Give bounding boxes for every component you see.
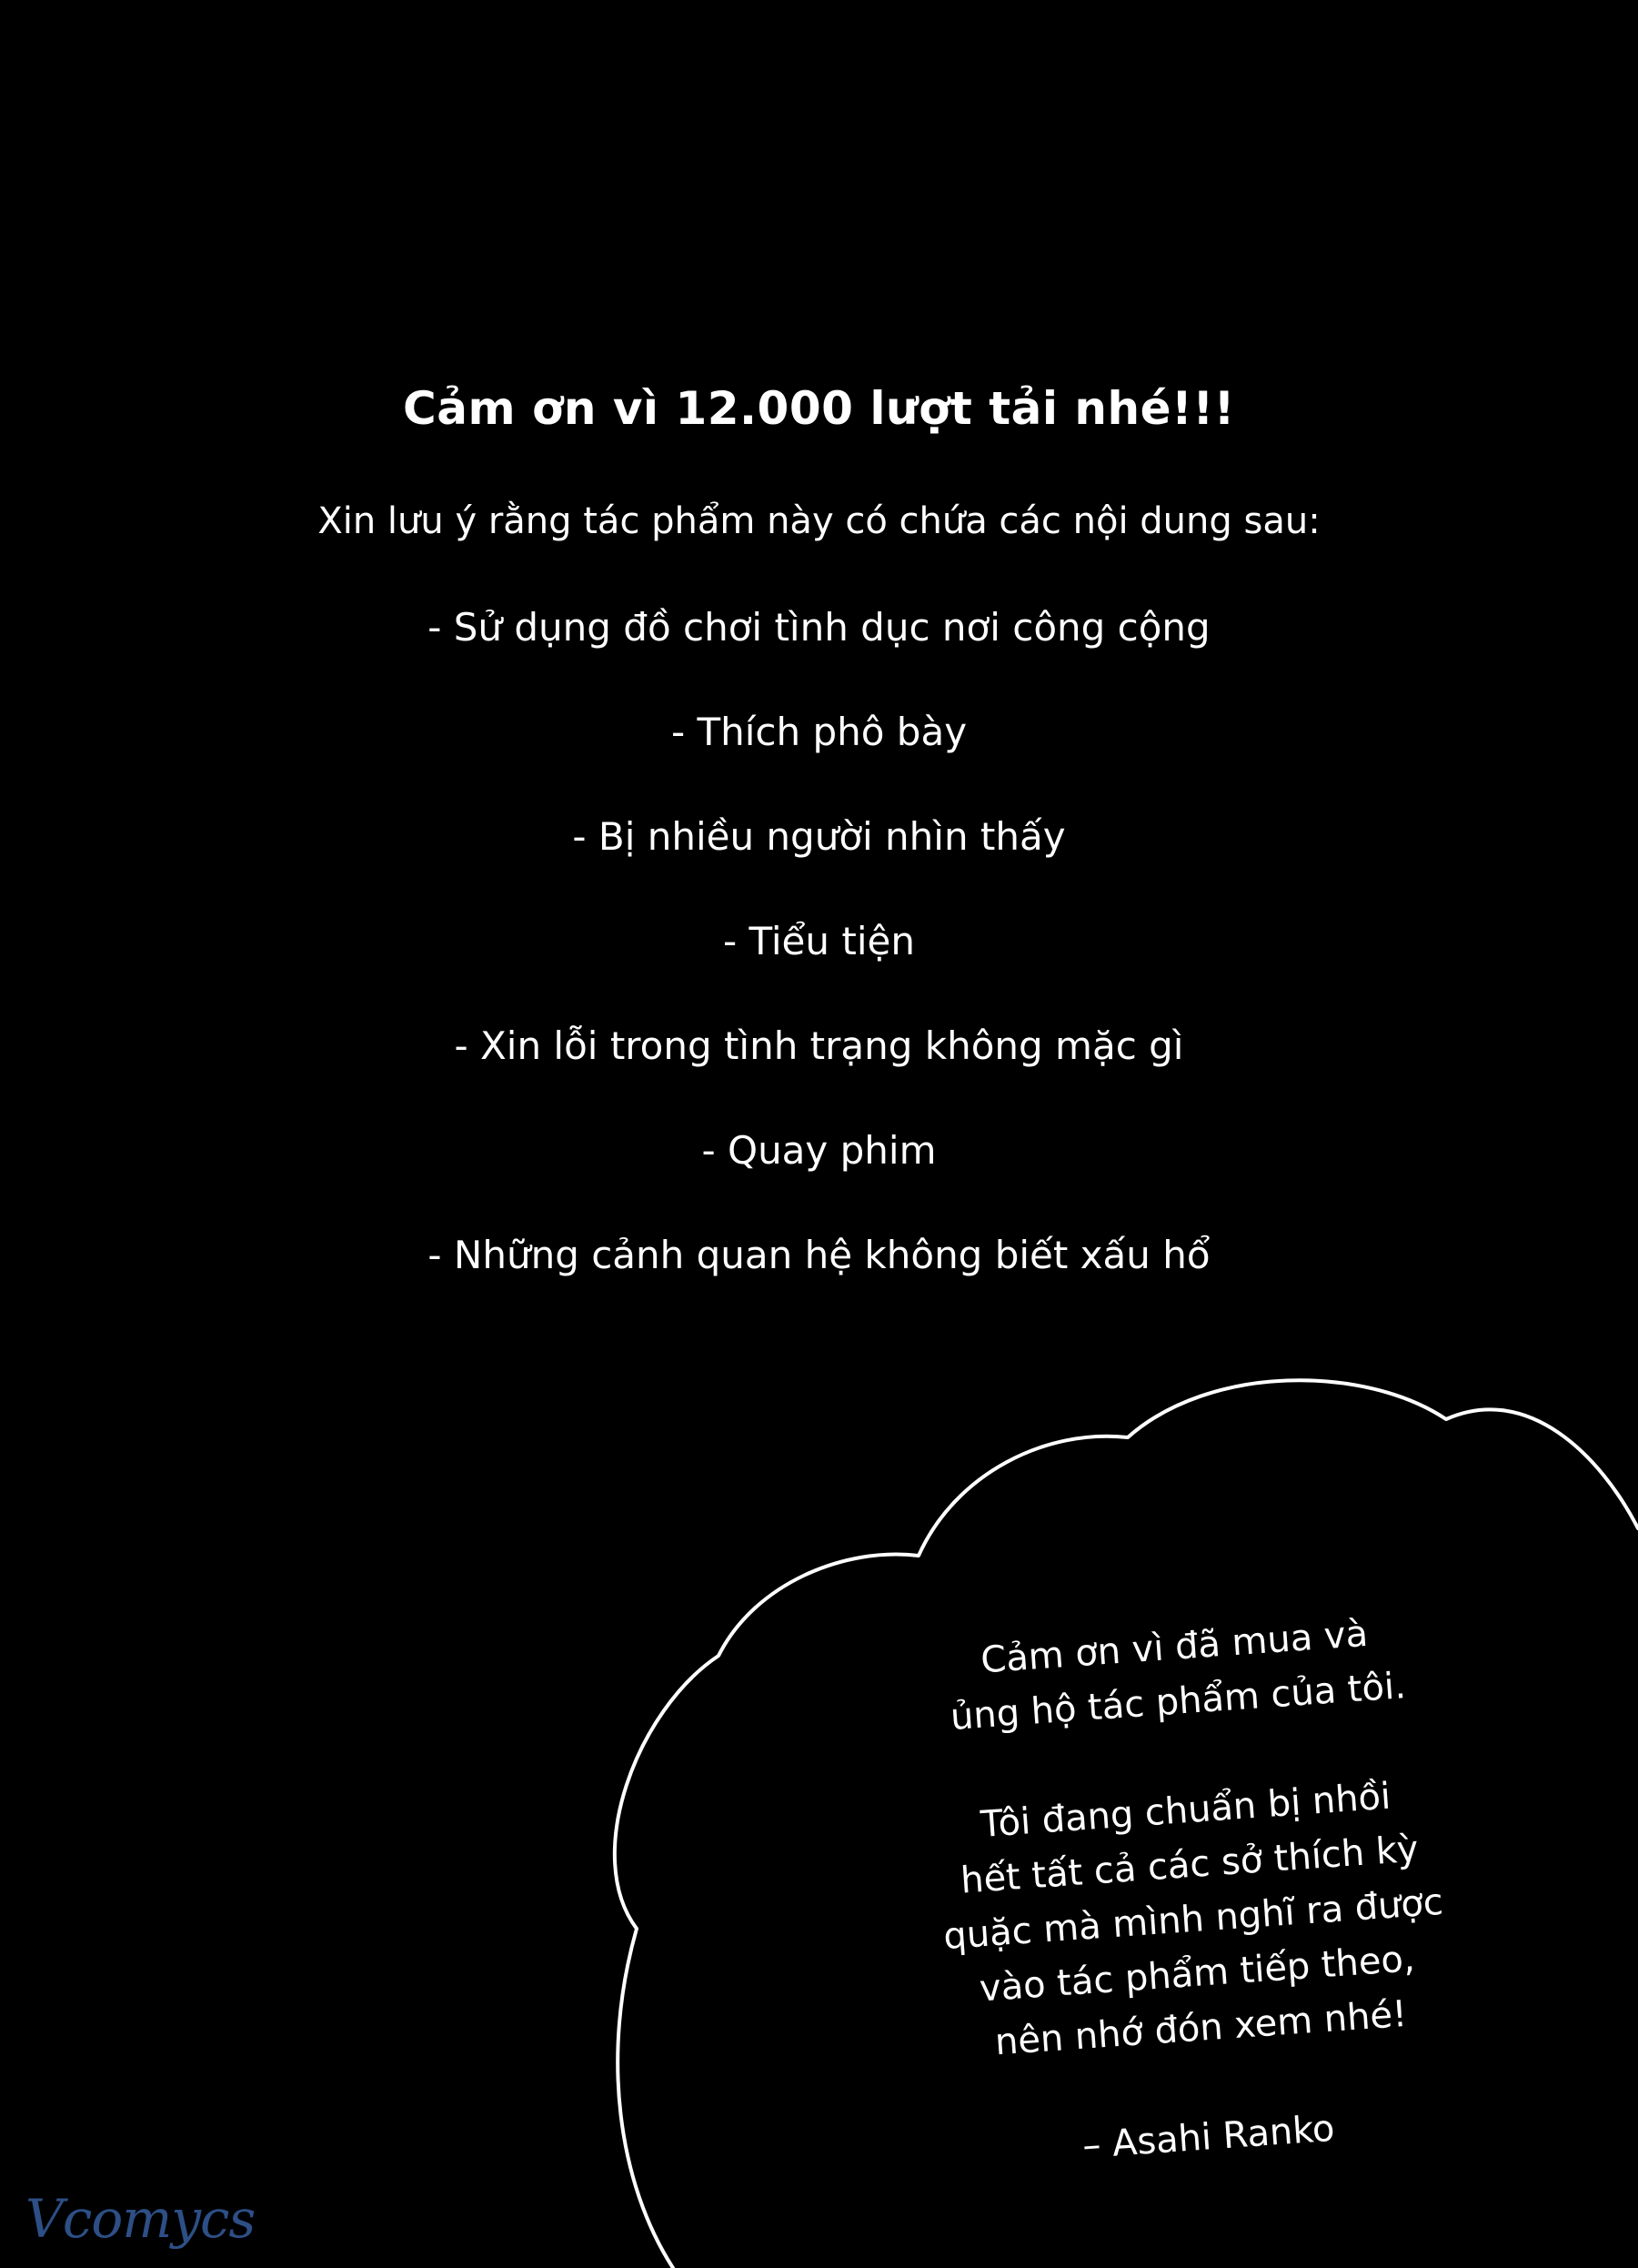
message-line: Tôi đang chuẩn bị nhồi [979,1775,1392,1846]
list-item: - Thích phô bày [670,710,968,754]
thank-you-title: Cảm ơn vì 12.000 lượt tải nhé!!! [403,382,1235,435]
list-item: - Bị nhiều người nhìn thấy [572,814,1066,859]
message-line: ủng hộ tác phẩm của tôi. [949,1665,1408,1739]
list-item: - Quay phim [701,1128,937,1173]
list-item: - Sử dụng đồ chơi tình dục nơi công cộng [427,605,1211,650]
message-line: quặc mà mình nghĩ ra được [941,1880,1445,1959]
message-line: hết tất cả các sở thích kỳ [959,1828,1421,1902]
list-item: - Những cảnh quan hệ không biết xấu hổ [427,1233,1211,1277]
author-message [900,1601,1482,2183]
message-line: vào tác phẩm tiếp theo, [978,1938,1417,2011]
author-signature: – Asahi Ranko [1080,2107,1336,2167]
message-line: nên nhớ đón xem nhé! [993,1992,1409,2064]
list-item: - Tiểu tiện [723,919,915,963]
watermark-logo: Vcomycs [25,2188,256,2250]
warning-intro: Xin lưu ý rằng tác phẩm này có chứa các nội dung sau: [317,500,1321,542]
message-line: Cảm ơn vì đã mua và [979,1612,1370,1682]
list-item: - Xin lỗi trong tình trạng không mặc gì [454,1023,1184,1068]
